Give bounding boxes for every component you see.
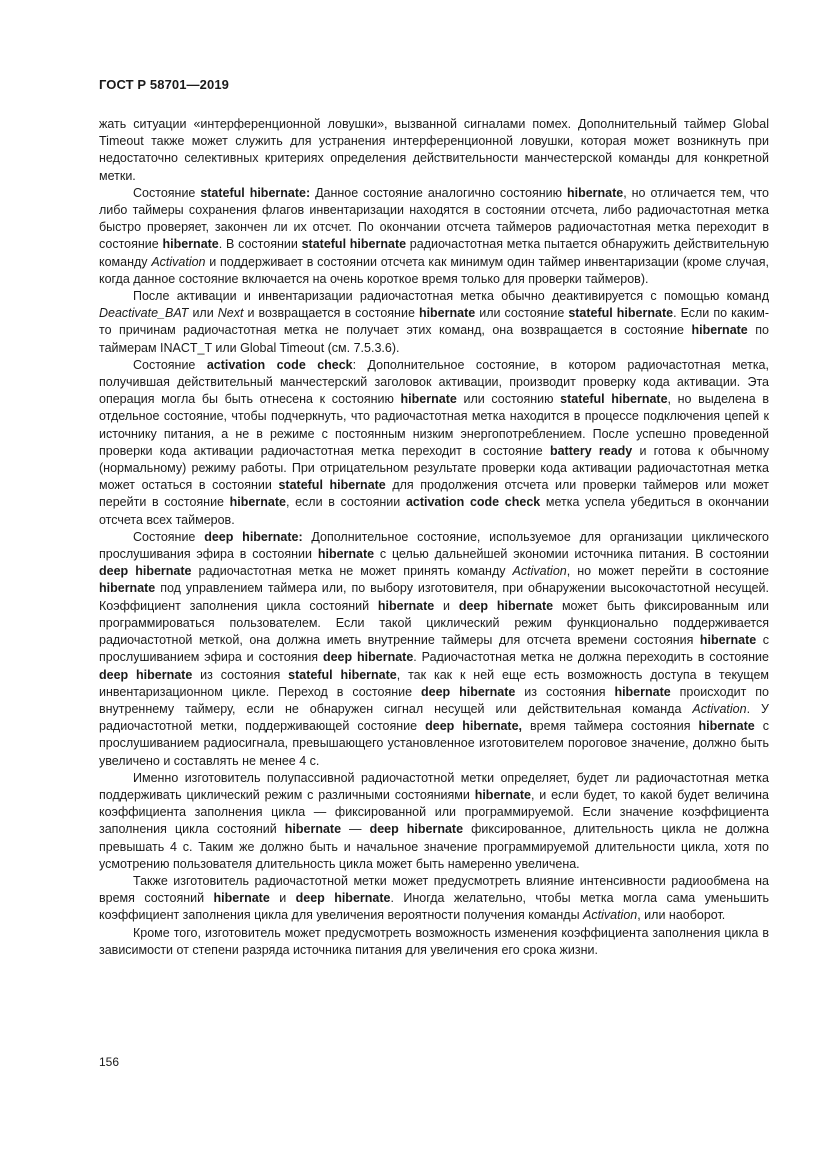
p5-run: , так как к ней еще есть возможность доступа в текущем инвентаризационном цикле. Переход в состояние [99,667,770,699]
p4-run: или состоянию [456,392,561,407]
p2-run: , но отличается тем, что либо таймеры сохранения флагов инвентаризации находятся в состоянии отсчета, либо радиочастотная метка быстро проверяет, закончен ли их отсчет. По окончании отсчета таймеров радиочастотная метка переходит в состояние [99,185,769,252]
p5-run: время таймера состояния [522,719,699,734]
p4-run: hibernate [400,392,457,407]
p5-run: может быть фиксированным или программироваться пользователем. Если такой циклический режим функционально поддерживается радиочастотной меткой, она должна иметь внутренние таймеры для отсчета времени состояния [99,598,769,648]
p4-run: : Дополнительное состояние, в котором радиочастотная метка, получившая действительный манчестерский заголовок активации, производит проверку кода активации. Эта операция могла бы быть отнесена к состоянию [99,357,769,407]
p2-run: stateful hibernate [301,237,407,252]
p5-run: Activation [512,564,567,579]
p7-run: Activation [583,908,638,923]
p6-run: hibernate [284,822,342,837]
p5-run: deep hibernate [99,667,193,682]
p2-run: радиочастотная метка пытается обнаружить действительную команду [99,237,770,269]
paragraph-deactivation [99,288,769,357]
paragraph-1 [99,116,769,185]
p2-run: Activation [151,254,206,269]
p5-run: hibernate [614,684,671,699]
p3-run: или [188,306,218,321]
p1-run: жать ситуации «интерференционной ловушки», вызванной сигналами помех. Дополнительный таймер Global Timeout также может служить для устранения интерференционной ловушки, которая может возникнуть при недостаточно селективных критериях определения действительности манчестерской команды для конкретной метки. [99,117,769,183]
p7-run: deep hibernate [295,891,391,906]
p6-run: — [341,822,370,837]
paragraph-manufacturer-cyclic-mode [99,770,769,873]
p4-run: метка успела убедиться в окончании отсчета всех таймеров. [99,495,770,527]
p5-run: , но может перейти в состояние [566,564,769,579]
p2-run: . В состоянии [218,237,302,252]
p6-run: фиксированное, длительность цикла не должна превышать 4 с. Таким же должно быть и начальное значение программируемой длительности цикла, хотя по усмотрению пользователя длительность цикла может быть намеренно увеличена. [99,822,769,871]
p3-run: Next [217,306,244,321]
p5-run: под управлением таймера или, по выбору изготовителя, при обнаружении высокочастотной несущей. Коэффициент заполнения цикла состояний [99,581,769,613]
page-number: 156 [99,1055,120,1069]
p5-run: . Радиочастотная метка не должна переходить в состояние [413,650,769,665]
p5-run: deep hibernate [421,684,516,699]
p7-run: . Иногда желательно, чтобы метка могла сама уменьшить коэффициент заполнения цикла для увеличения вероятности получения команды [99,891,769,923]
p2-run: hibernate [162,237,219,252]
p6-run: Именно изготовитель полупассивной радиочастотной метки определяет, будет ли радиочастотная метка поддерживать циклический режим с различными состояниями [99,770,769,802]
p5-run: Activation [692,701,747,716]
p5-run: hibernate [698,719,755,734]
p5-run: hibernate [317,547,375,562]
p5-run: с прослушиванием эфира и состояния [99,633,769,665]
p5-run: с целью дальнейшей экономии источника питания. В состоянии [374,547,769,562]
p5-run: Дополнительное состояние, используемое для организации циклического прослушивания эфира в состоянии [99,529,769,562]
p2-run: hibernate [566,185,624,200]
p5-run: deep hibernate [99,564,192,579]
p3-run: stateful hibernate [568,306,674,321]
p6-run: hibernate [474,787,531,802]
paragraph-battery-discharge [99,925,769,959]
p5-run: deep hibernate [322,650,414,665]
p5-run: hibernate [699,633,757,648]
p3-run: hibernate [691,323,748,338]
p4-run: Состояние [133,357,207,372]
p3-run: по таймерам INACT_T или Global Timeout (см. 7.5.3.6). [99,323,769,355]
paragraph-traffic-intensity [99,873,769,925]
p5-run: hibernate [377,598,435,613]
p5-run: . У радиочастотной метки, поддерживающей состояние [99,701,769,734]
p5-run: Состояние [133,529,205,544]
p3-run: . Если по каким-то причинам радиочастотная метка не получает этих команд, она возвращается в состояние [99,306,769,338]
p5-run: из состояния [192,667,289,682]
p3-run: Deactivate_BAT [99,306,189,321]
p4-run: activation code check [405,495,541,510]
p2-run: и поддерживает в состоянии отсчета как минимум один таймер инвентаризации (кроме случая, когда данное состояние включается на очень короткое время только для проверки таймеров). [99,254,769,286]
p5-run: stateful hibernate [288,667,397,682]
p7-run: Также изготовитель радиочастотной метки может предусмотреть влияние интенсивности радиообмена на время состояний [99,873,769,906]
p5-run: hibernate [99,581,156,596]
p3-run: и возвращается в состояние [243,306,419,321]
document-header: ГОСТ Р 58701—2019 [99,77,229,92]
p7-run: и [269,891,296,906]
p4-run: stateful hibernate [560,392,668,407]
p4-run: , если в состоянии [285,495,406,510]
p4-run: battery ready [549,443,633,458]
p5-run: из состояния [515,684,615,699]
p2-run: stateful hibernate: [200,185,311,200]
p5-run: происходит по внутреннему таймеру, если не обнаружен сигнал несущей или действительная команда [99,684,769,716]
p4-run: для продолжения отсчета или проверки таймеров или может перейти в состояние [99,478,769,510]
p4-run: stateful hibernate [278,478,386,493]
p5-run: deep hibernate: [204,529,303,544]
p6-run: deep hibernate [369,822,464,837]
p4-run: , но выделена в отдельное состояние, чтобы подчеркнуть, что радиочастотная метка находится в процессе подключения цепей к источнику питания, а не в режиме с постоянным низким энергопотреблением. После успешно проведенной проверки кода активации радиочастотная метка переходит в состояние [99,392,769,458]
p7-run: hibernate [213,891,270,906]
p5-run: deep hibernate, [425,719,523,734]
paragraph-stateful-hibernate [99,185,769,288]
p7-run: , или наоборот. [637,908,726,923]
paragraph-activation-code-check [99,357,769,529]
p3-run: или состояние [475,306,569,321]
p6-run: , и если будет, то какой будет величина коэффициента заполнения цикла — фиксированной или программируемой. Если значение коэффициента заполнения цикла состояний [99,787,769,837]
p3-run: hibernate [418,306,476,321]
document-body [99,116,769,959]
p4-run: hibernate [229,495,286,510]
p4-run: и готова к обычному (нормальному) режиму работы. При отрицательном результате проверки кода активации радиочастотная метка может остаться в состоянии [99,443,769,493]
p5-run: и [434,598,459,613]
p4-run: activation code check [206,357,353,372]
p5-run: радиочастотная метка не может принять команду [191,564,513,579]
p5-run: deep hibernate [458,598,554,613]
p2-run: Состояние [133,185,201,200]
paragraph-deep-hibernate [99,529,769,770]
p8-run: Кроме того, изготовитель может предусмотреть возможность изменения коэффициента заполнения цикла в зависимости от степени разряда источника питания для увеличения его срока жизни. [99,925,769,957]
p5-run: с прослушиванием радиосигнала, превышающего установленное изготовителем пороговое значение, должно быть увеличено и составлять не менее 4 с. [99,719,769,768]
p3-run: После активации и инвентаризации радиочастотная метка обычно деактивируется с помощью команд [133,289,769,304]
p2-run: Данное состояние аналогично состоянию [310,185,567,200]
